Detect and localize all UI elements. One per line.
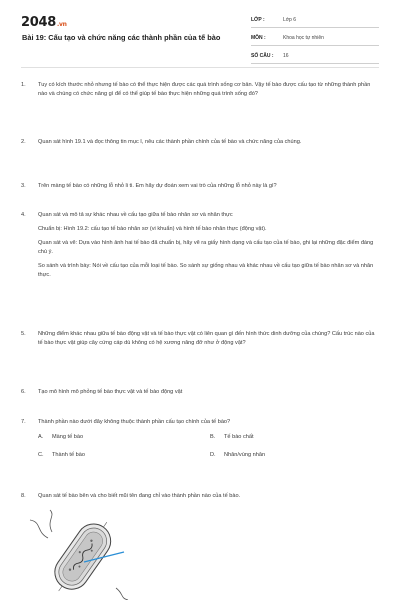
question-text: Quan sát hình 19.1 và đọc thông tin mục I, nêu các thành phần chính của tế bào và chức năng của chúng. (38, 139, 302, 145)
question-1 (21, 81, 376, 104)
question-text: Những điểm khác nhau giữa tế bào động vật và tế bào thực vật có liên quan gì đến hình thức dinh dưỡng của chúng? Cấu trúc nào của tế bào thực vật giúp cây cứng cáp dù không có hệ xương nâng đỡ như ở động vật? (38, 331, 375, 346)
question-number: 2. (21, 139, 26, 145)
question-number: 7. (21, 419, 26, 425)
question-text: Chuẩn bị: Hình 19.2: cấu tạo tế bào nhân sơ (vi khuẩn) và hình tế bào nhân thực (động vật). (38, 226, 267, 232)
question-text: Quan sát và vẽ: Dựa vào hình ảnh hai tế bào đã chuẩn bị, hãy vẽ ra giấy hình dạng và cấu tạo của tế bào, ghi lại những đặc điểm đáng chú ý. (38, 240, 374, 255)
option-d[interactable] (210, 451, 382, 460)
option-letter: A. (38, 434, 44, 440)
bacterium-icon (28, 508, 138, 600)
site-logo[interactable] (21, 15, 67, 30)
meta-info (251, 13, 379, 67)
meta-row-count (251, 49, 379, 64)
option-c[interactable] (38, 451, 210, 460)
logo-suffix: .vn (56, 21, 67, 28)
meta-row-subject (251, 31, 379, 46)
option-text: Màng tế bào (52, 434, 84, 440)
meta-row-class (251, 13, 379, 28)
header-divider (21, 67, 379, 68)
question-3 (21, 182, 376, 196)
bacterium-cell-illustration (28, 508, 138, 600)
meta-value: Lớp 6 (283, 17, 297, 23)
question-number: 5. (21, 331, 26, 337)
logo-text: 2048 (21, 15, 56, 30)
question-number: 8. (21, 493, 26, 499)
question-text: Trên màng tế bào có những lỗ nhỏ li ti. Em hãy dự đoán xem vai trò của những lỗ nhỏ này là gì? (38, 183, 277, 189)
option-text: Nhân/vùng nhân (224, 452, 266, 458)
question-text: Quan sát tế bào bên và cho biết mũi tên đang chỉ vào thành phần nào của tế bào. (38, 493, 241, 499)
option-letter: D. (210, 452, 216, 458)
option-text: Thành tế bào (52, 452, 85, 458)
option-text: Tế bào chất (224, 434, 254, 440)
question-number: 6. (21, 389, 26, 395)
meta-value: 16 (283, 53, 289, 59)
option-b[interactable] (210, 433, 382, 442)
question-number: 4. (21, 212, 26, 218)
question-2 (21, 138, 376, 152)
question-text: So sánh và trình bày: Nói về cấu tạo của mỗi loại tế bào. So sánh sự giống nhau và khác nhau về cấu tạo giữa tế bào nhân sơ và nhân thực. (38, 263, 374, 278)
question-number: 3. (21, 183, 26, 189)
meta-key: SỐ CÂU : (251, 53, 274, 59)
answer-options (38, 433, 376, 460)
question-8 (21, 492, 376, 506)
meta-key: LỚP : (251, 17, 265, 23)
question-text: Quan sát và mô tả sự khác nhau về cấu tạo giữa tế bào nhân sơ và nhân thực (38, 212, 233, 218)
page-header (0, 0, 400, 60)
option-letter: B. (210, 434, 216, 440)
option-letter: C. (38, 452, 44, 458)
meta-value: Khoa học tự nhiên (283, 35, 324, 41)
question-5 (21, 330, 376, 353)
lesson-title: Bài 19: Cấu tạo và chức năng các thành phần của tế bào (22, 33, 221, 42)
question-7 (21, 418, 376, 460)
question-text: Thành phần nào dưới đây không thuộc thành phần cấu tạo chính của tế bào? (38, 419, 231, 425)
option-a[interactable] (38, 433, 210, 442)
question-6 (21, 388, 376, 402)
question-number: 1. (21, 82, 26, 88)
question-text: Tạo mô hình mô phỏng tế bào thực vật và tế bào động vật (38, 389, 183, 395)
question-text: Tuy có kích thước nhỏ nhưng tế bào có thể thực hiện được các quá trình sống cơ bản. Vậy tế bào được cấu tạo từ những thành phần nào và chúng có chức năng gì để có thể giúp tế bào thực hiện những quá trình sống đó? (38, 82, 371, 97)
question-4 (21, 211, 376, 285)
meta-key: MÔN : (251, 35, 266, 41)
